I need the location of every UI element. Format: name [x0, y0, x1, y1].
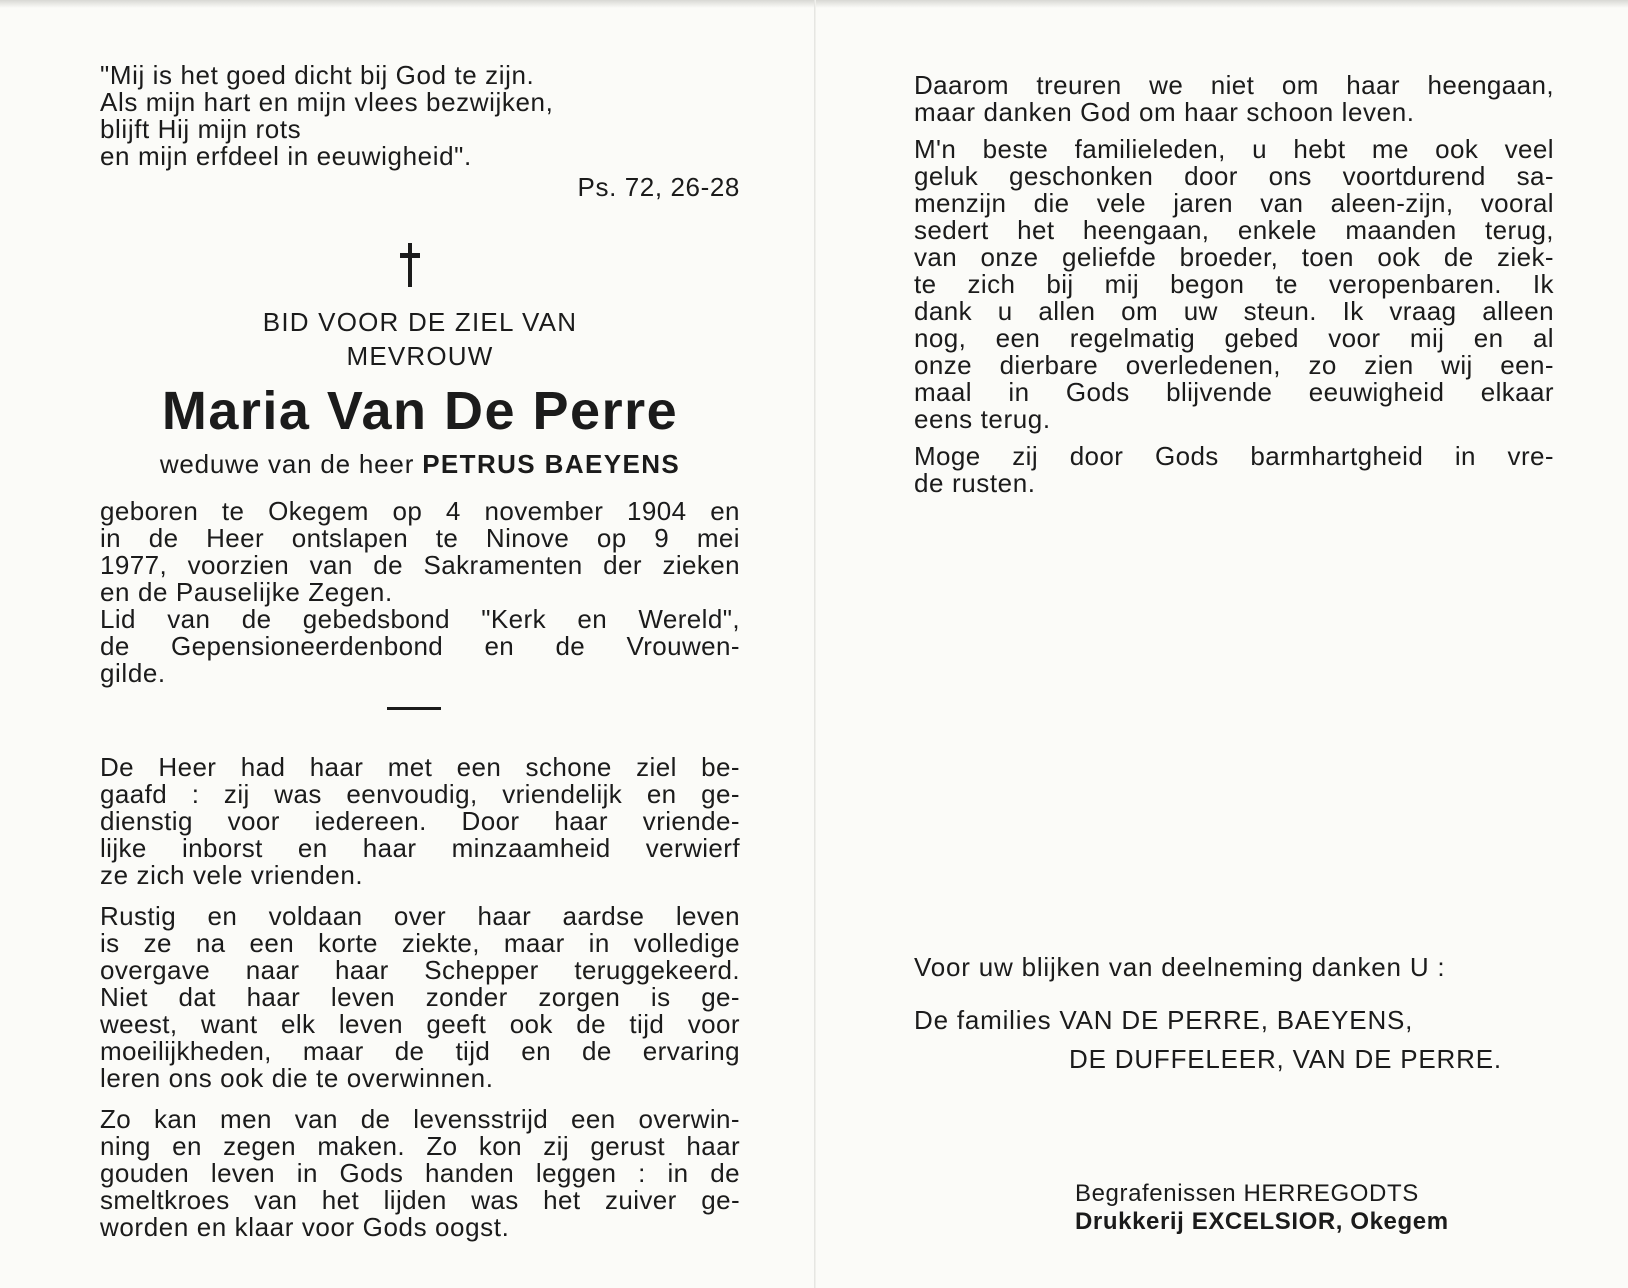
biography-line: 1977, voorzien van de Sakramenten der zieken	[100, 550, 740, 580]
psalm-quote	[100, 62, 660, 170]
text-line: gouden leven in Gods handen leggen : in de	[100, 1158, 740, 1188]
separator-dash	[387, 707, 441, 710]
biography-line: de Gepensioneerdenbond en de Vrouwen-	[100, 631, 740, 661]
printer-block	[1075, 1180, 1555, 1236]
biography	[100, 498, 740, 687]
text-line: gaafd : zij was eenvoudig, vriendelijk en ge-	[100, 779, 740, 809]
biography-line: en de Pauselijke Zegen.	[100, 577, 393, 607]
right-paragraph	[914, 72, 1554, 126]
psalm-reference: Ps. 72, 26-28	[577, 172, 740, 202]
text-line: dienstig voor iedereen. Door haar vriende-	[100, 806, 740, 836]
psalm-line: "Mij is het goed dicht bij God te zijn.	[100, 60, 535, 90]
biography-line: geboren te Okegem op 4 november 1904 en	[100, 496, 740, 526]
text-line: M'n beste familieleden, u hebt me ook veel	[914, 134, 1554, 164]
psalm-line: en mijn erfdeel in eeuwigheid".	[100, 141, 472, 171]
left-paragraph	[100, 903, 740, 1092]
text-line: Rustig en voldaan over haar aardse leven	[100, 901, 740, 931]
text-line: weest, want elk leven geeft ook de tijd voor	[100, 1009, 740, 1039]
text-line: van onze geliefde broeder, toen ook de ziek-	[914, 242, 1554, 272]
title-heading: MEVROUW	[346, 341, 494, 371]
text-line: worden en klaar voor Gods oogst.	[100, 1212, 510, 1242]
biography-line: in de Heer ontslapen te Ninove op 9 mei	[100, 523, 740, 553]
psalm-line: Als mijn hart en mijn vlees bezwijken,	[100, 87, 554, 117]
psalm-line: blijft Hij mijn rots	[100, 114, 302, 144]
widow-line	[100, 449, 740, 480]
right-panel	[914, 72, 1554, 507]
prayer-heading: BID VOOR DE ZIEL VAN	[262, 307, 578, 337]
text-line: ning en zegen maken. Zo kon zij gerust haar	[100, 1131, 740, 1161]
text-line: maar danken God om haar schoon leven.	[914, 97, 1415, 127]
text-line: Niet dat haar leven zonder zorgen is ge-	[100, 982, 740, 1012]
text-line: is ze na een korte ziekte, maar in volledige	[100, 928, 740, 958]
left-paragraph	[100, 754, 740, 889]
thanks-line: Voor uw blijken van deelneming danken U :	[914, 952, 1446, 982]
funeral-home: Begrafenissen HERREGODTS	[1075, 1180, 1419, 1207]
text-line: onze dierbare overledenen, zo zien wij een-	[914, 350, 1554, 380]
text-line: Zo kan men van de levensstrijd een overwin-	[100, 1104, 740, 1134]
deceased-name: Maria Van De Perre	[161, 381, 679, 441]
widow-prefix: weduwe van de heer	[159, 449, 415, 479]
text-line: geluk geschonken door ons voortdurend sa-	[914, 161, 1554, 191]
text-line: leren ons ook die te overwinnen.	[100, 1063, 494, 1093]
text-line: lijke inborst en haar minzaamheid verwierf	[100, 833, 740, 863]
right-paragraph	[914, 443, 1554, 497]
text-line: smeltkroes van het lijden was het zuiver ge-	[100, 1185, 740, 1215]
text-line: ze zich vele vrienden.	[100, 860, 364, 890]
biography-line: Lid van de gebedsbond "Kerk en Wereld",	[100, 604, 740, 634]
left-paragraph	[100, 1106, 740, 1241]
text-line: te zich bij mij begon te veropenbaren. Ik	[914, 269, 1554, 299]
text-line: nog, een regelmatig gebed voor mij en al	[914, 323, 1554, 353]
thanks-block	[914, 952, 1554, 1075]
text-line: Moge zij door Gods barmhartgheid in vre-	[914, 441, 1554, 471]
text-line: eens terug.	[914, 404, 1051, 434]
biography-line: gilde.	[100, 658, 166, 688]
text-line: De Heer had haar met een schone ziel be-	[100, 752, 740, 782]
text-line: moeilijkheden, maar de tijd en de ervaring	[100, 1036, 740, 1066]
families-line: De families VAN DE PERRE, BAEYENS,	[914, 1005, 1414, 1035]
left-panel	[100, 62, 740, 1255]
text-line: maal in Gods blijvende eeuwigheid elkaar	[914, 377, 1554, 407]
text-line: menzijn die vele jaren van aleen-zijn, vooral	[914, 188, 1554, 218]
text-line: Daarom treuren we niet om haar heengaan,	[914, 70, 1554, 100]
text-line: sedert het heengaan, enkele maanden terug,	[914, 215, 1554, 245]
right-paragraph	[914, 136, 1554, 433]
printer-name: Drukkerij EXCELSIOR, Okegem	[1075, 1208, 1449, 1235]
text-line: de rusten.	[914, 468, 1036, 498]
card-fold	[814, 0, 816, 1288]
text-line: dank u allen om uw steun. Ik vraag alleen	[914, 296, 1554, 326]
cross-icon	[398, 241, 422, 289]
husband-name: PETRUS BAEYENS	[422, 449, 681, 479]
families-line: DE DUFFELEER, VAN DE PERRE.	[1069, 1044, 1502, 1074]
text-line: overgave naar haar Schepper teruggekeerd.	[100, 955, 740, 985]
